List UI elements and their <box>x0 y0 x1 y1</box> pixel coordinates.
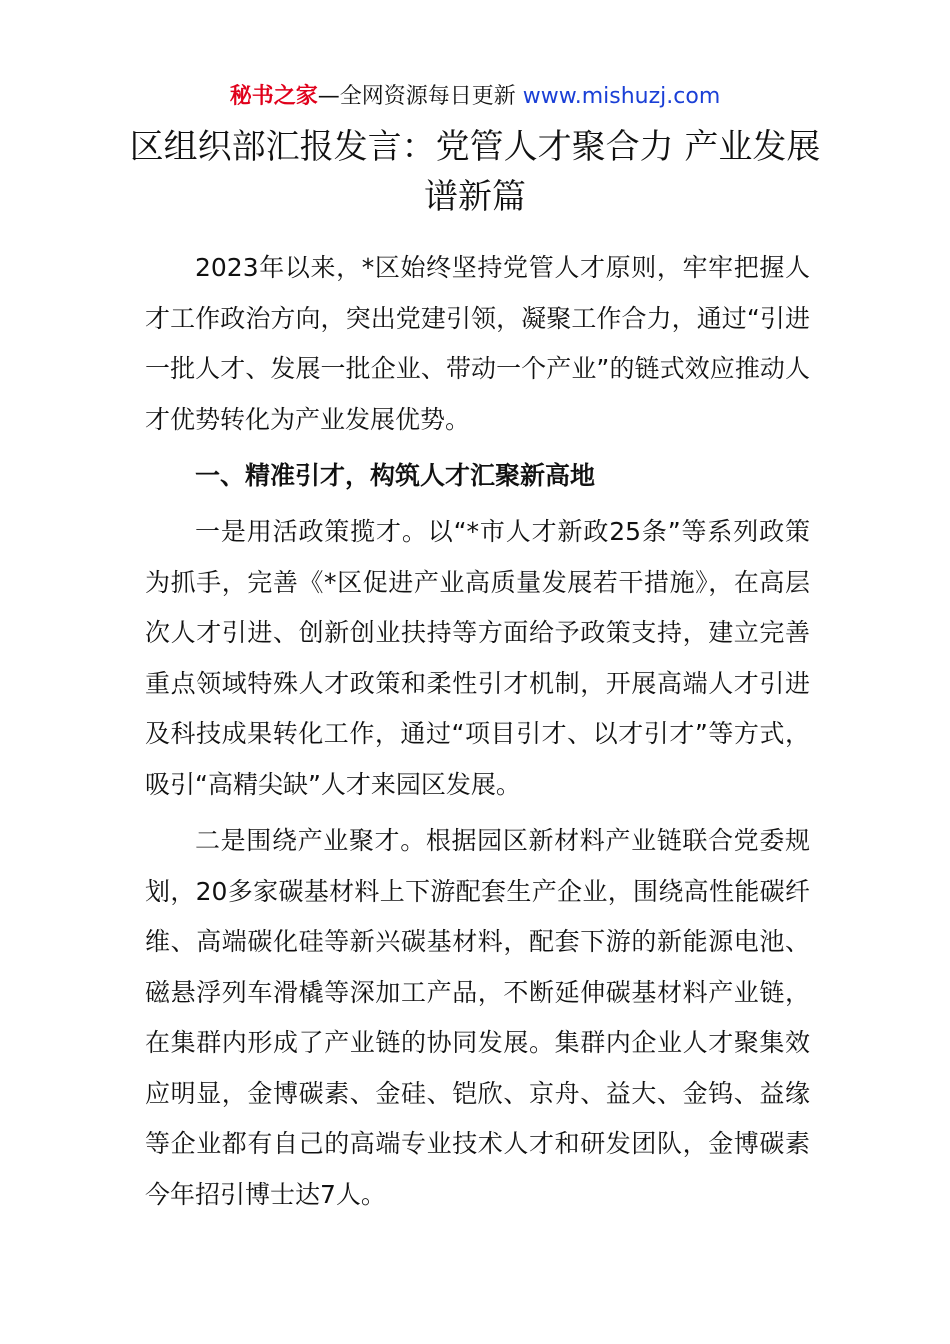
paragraph-industry: 二是围绕产业聚才。根据园区新材料产业链联合党委规划，20多家碳基材料上下游配套生产企业，围绕高性能碳纤维、高端碳化硅等新兴碳基材料，配套下游的新能源电池、磁悬浮列车滑橇等深加工产品，不断延伸碳基材料产业链，在集群内形成了产业链的协同发展。集群内企业人才聚集效应明显，金博碳素、金硅、铠欣、京舟、益大、金钨、益缘等企业都有自己的高端专业技术人才和研发团队，金博碳素今年招引博士达7人。 <box>145 826 810 1209</box>
site-url-link[interactable]: www.mishuzj.com <box>522 84 721 109</box>
document-title: 区组织部汇报发言：党管人才聚合力 产业发展谱新篇 <box>129 127 821 217</box>
site-header <box>0 82 950 112</box>
intro-paragraph: 2023年以来，*区始终坚持党管人才原则，牢牢把握人才工作政治方向，突出党建引领，凝聚工作合力，通过“引进一批人才、发展一批企业、带动一个产业”的链式效应推动人才优势转化为产业发展优势。 <box>145 253 810 434</box>
document-body <box>145 243 810 1220</box>
paragraph-policy: 一是用活政策揽才。以“*市人才新政25条”等系列政策为抓手，完善《*区促进产业高质量发展若干措施》，在高层次人才引进、创新创业扶持等方面给予政策支持，建立完善重点领域特殊人才政策和柔性引才机制，开展高端人才引进及科技成果转化工作，通过“项目引才、以才引才”等方式，吸引“高精尖缺”人才来园区发展。 <box>145 517 810 799</box>
header-slogan: —全网资源每日更新 <box>317 84 523 109</box>
section-heading: 一、精准引才，构筑人才汇聚新高地 <box>195 461 596 490</box>
brand-name: 秘书之家 <box>229 84 318 109</box>
